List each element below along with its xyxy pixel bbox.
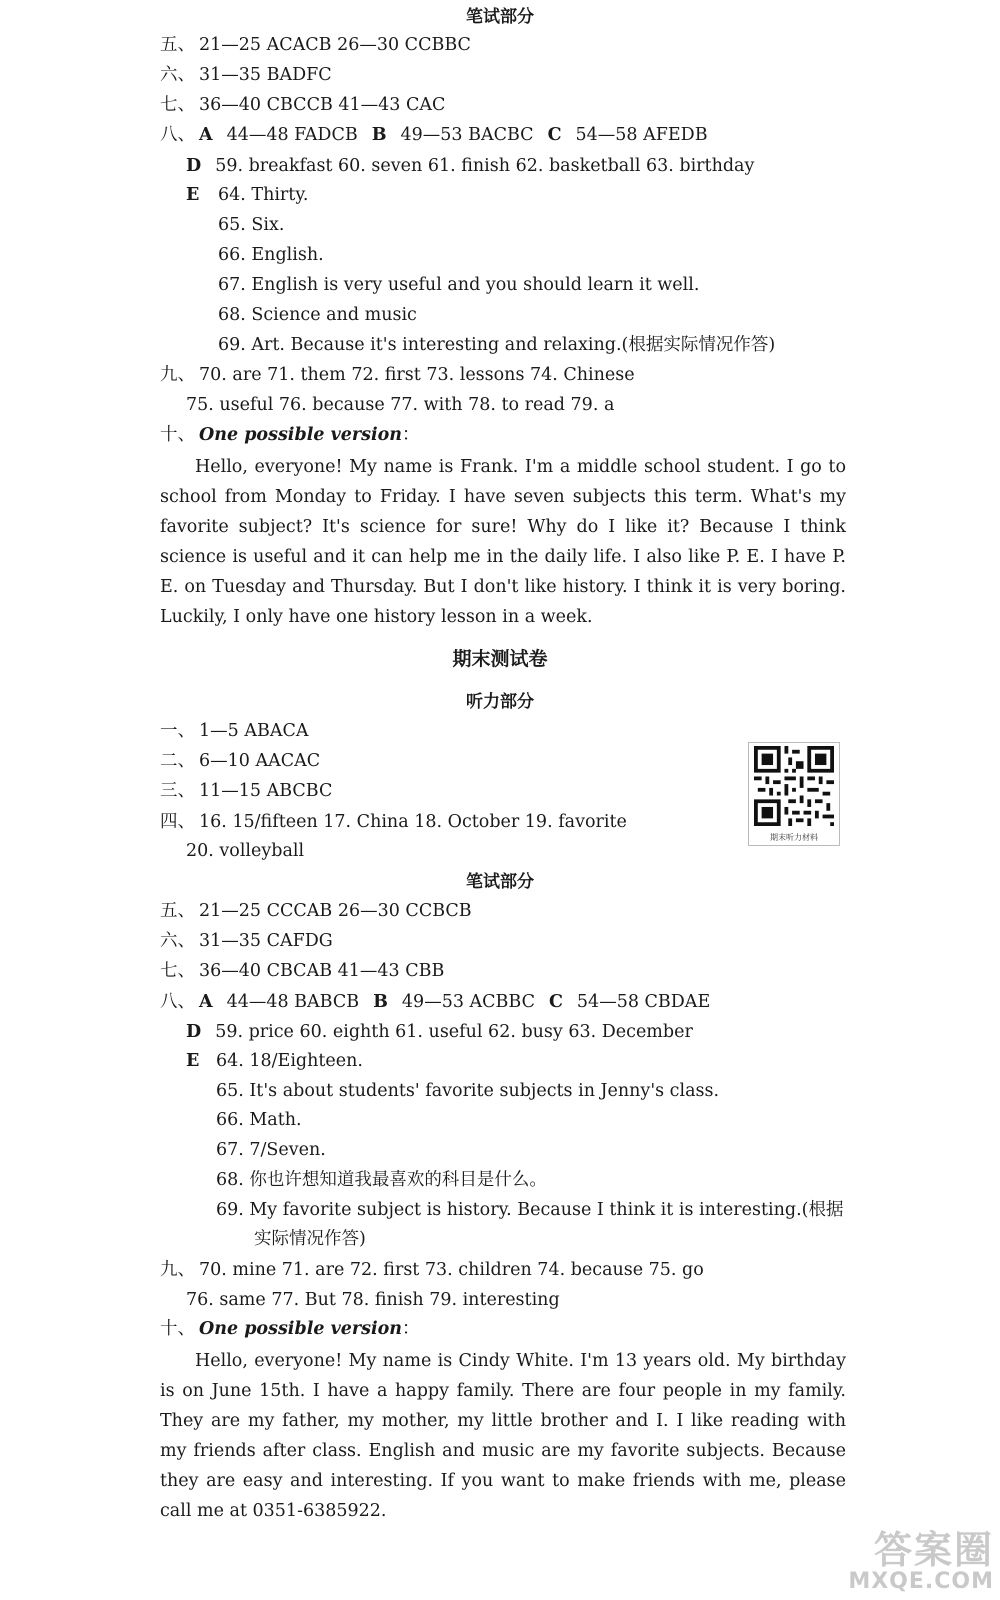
answer-q10-label: 十、 One possible version： [160, 425, 420, 445]
written-part-heading: 笔试部分 [466, 7, 534, 27]
answer-q8: 八、 A 44—48 BABCB B 49—53 ACBBC C 54—58 CBDAE [160, 992, 711, 1012]
answer-q8-e-letter: E [186, 185, 200, 205]
final-exam-title: 期末测试卷 [452, 648, 548, 670]
answer-q1: 一、 1—5 ABACA [160, 721, 309, 741]
qr-caption: 期末听力材料 [770, 833, 818, 842]
answer-q9-line1: 九、 70. are 71. them 72. first 73. lessons 74. Chinese [160, 365, 635, 385]
answer-q2: 二、 6—10 AACAC [160, 751, 321, 771]
answer-q4-line2: 20. volleyball [186, 841, 305, 861]
answer-q8-e-item: 66. English. [218, 245, 324, 265]
answer-q5: 五、 21—25 ACACB 26—30 CCBBC [160, 35, 471, 55]
answer-q8-e-item: 68. Science and music [218, 305, 417, 325]
answer-q8-d: D 59. price 60. eighth 61. useful 62. busy 63. December [186, 1022, 693, 1042]
model-essay: Hello, everyone! My name is Frank. I'm a middle school student. I go to school from Monday to Friday. I have seven subjects this term. What's my favorite subject? It's science for sure! Why do I like it? Because I think science is useful and it can help me in the daily life. I also like P. E. I have P. E. on Tuesday and Thursday. But I don't like history. I think it is very boring. Luckily, I only have one history lesson in a week. [160, 457, 846, 627]
answer-q8-e-item: 65. Six. [218, 215, 285, 235]
answer-q8-e-item-cont: 实际情况作答) [254, 1229, 366, 1249]
answer-q8-e-item: 69. My favorite subject is history. Because I think it is interesting.(根据 [216, 1200, 844, 1220]
qr-code-icon [754, 746, 834, 826]
written-part-heading-2: 笔试部分 [466, 872, 534, 892]
answer-q3: 三、 11—15 ABCBC [160, 781, 333, 801]
answer-q7: 七、 36—40 CBCCB 41—43 CAC [160, 95, 446, 115]
answer-q8-d: D 59. breakfast 60. seven 61. finish 62. basketball 63. birthday [186, 156, 755, 176]
answer-q4-line1: 四、 16. 15/fifteen 17. China 18. October 19. favorite [160, 812, 627, 832]
site-watermark: 答案圈 MXQE.COM [848, 1528, 994, 1594]
answer-q10-label: 十、 One possible version： [160, 1319, 420, 1339]
answer-q9-line1: 九、 70. mine 71. are 72. first 73. children 74. because 75. go [160, 1260, 704, 1280]
listening-part-heading: 听力部分 [466, 692, 534, 712]
answer-q9-line2: 75. useful 76. because 77. with 78. to read 79. a [186, 395, 615, 415]
answer-q6: 六、 31—35 CAFDG [160, 931, 333, 951]
answer-q8-e-item: 64. Thirty. [218, 185, 309, 205]
answer-q8-e-item: 68. 你也许想知道我最喜欢的科目是什么。 [216, 1170, 547, 1190]
answer-q8-e-item: 67. 7/Seven. [216, 1140, 326, 1160]
answer-q8-e-item: 69. Art. Because it's interesting and relaxing.(根据实际情况作答) [218, 335, 776, 355]
answer-q9-line2: 76. same 77. But 78. finish 79. interesting [186, 1290, 560, 1310]
model-essay: Hello, everyone! My name is Cindy White. I'm 13 years old. My birthday is on June 15th. I have a happy family. There are four people in my family. They are my father, my mother, my little brother and I. I like reading with my friends after class. English and music are my favorite subjects. Because they are easy and interesting. If you want to make friends with me, please call me at 0351-6385922. [160, 1351, 846, 1521]
answer-q7: 七、 36—40 CBCAB 41—43 CBB [160, 961, 445, 981]
answer-q8-e-item: 64. 18/Eighteen. [216, 1051, 363, 1071]
answer-q8-e-letter: E [186, 1051, 200, 1071]
qr-code[interactable] [748, 742, 840, 846]
answer-q8-e-item: 65. It's about students' favorite subjects in Jenny's class. [216, 1081, 720, 1101]
answer-q8-e-item: 67. English is very useful and you should learn it well. [218, 275, 700, 295]
answer-q8: 八、 A 44—48 FADCB B 49—53 BACBC C 54—58 AFEDB [160, 125, 708, 145]
answer-q6: 六、 31—35 BADFC [160, 65, 332, 85]
answer-q8-e-item: 66. Math. [216, 1110, 302, 1130]
answer-q5: 五、 21—25 CCCAB 26—30 CCBCB [160, 901, 472, 921]
